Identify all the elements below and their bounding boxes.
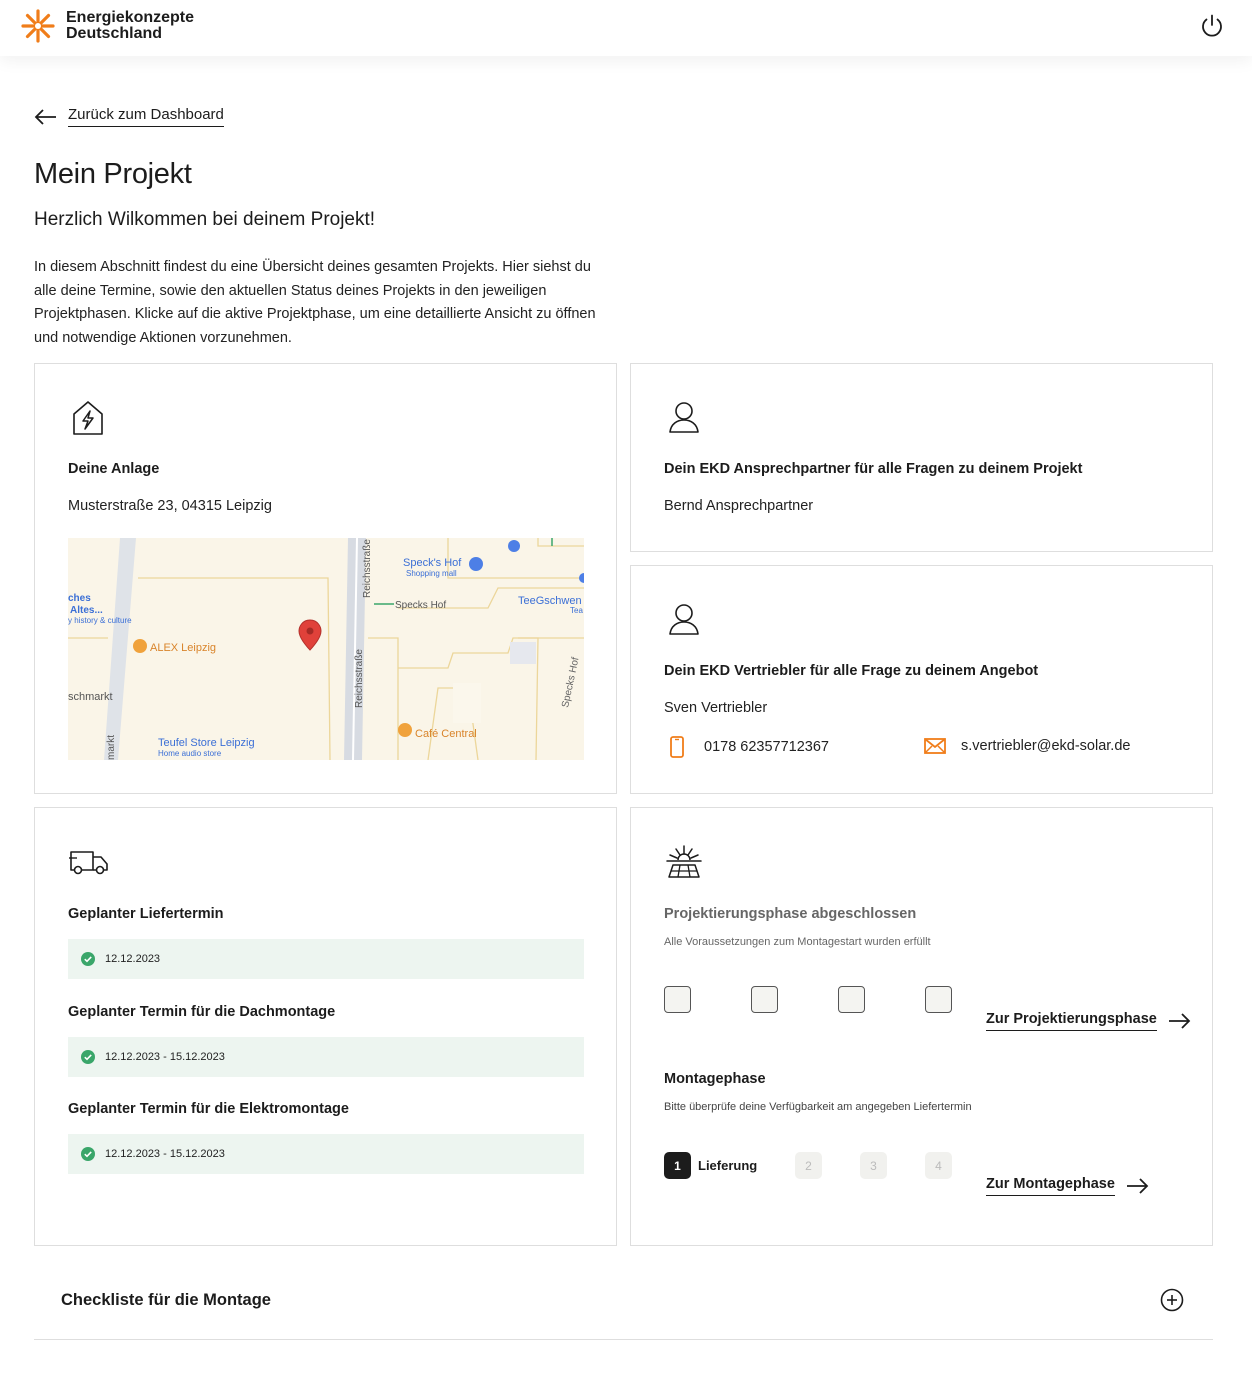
termine-card: [34, 807, 617, 1246]
map-label-markt: markt: [106, 735, 117, 760]
map-shopping-pin: [469, 557, 483, 571]
projektierung-step-box: [751, 986, 778, 1013]
anlage-address: Musterstraße 23, 04315 Leipzig: [68, 498, 272, 514]
arrow-right-icon: [1167, 1011, 1191, 1031]
dachmontage-date-row: [68, 1037, 584, 1077]
montage-subtitle: Bitte überprüfe deine Verfügbarkeit am angegeben Liefertermin: [664, 1101, 972, 1113]
power-icon[interactable]: [1198, 12, 1226, 40]
montage-step-1-label: Lieferung: [698, 1158, 758, 1173]
projektierung-step-box: [664, 986, 691, 1013]
map-label-specks-hof-vertical: Specks Hof: [560, 656, 582, 709]
map-label-cafe-central: Café Central: [415, 728, 477, 740]
map-label-reichsstrasse-bottom: Reichsstraße: [354, 649, 365, 708]
page-title: Mein Projekt: [34, 158, 192, 190]
map-restaurant-pin: [133, 639, 147, 653]
map-label-teufel: Teufel Store Leipzig: [158, 737, 255, 749]
montage-step-4: 4: [925, 1152, 952, 1179]
vertriebler-phone: 0178 62357712367: [704, 739, 829, 755]
ansprechpartner-name: Bernd Ansprechpartner: [664, 498, 814, 514]
plus-circle-icon[interactable]: [1160, 1288, 1184, 1312]
delivery-truck-icon: [69, 848, 109, 876]
map-shopping-pin-top: [508, 540, 520, 552]
vertriebler-email: s.vertriebler@ekd-solar.de: [961, 738, 1131, 754]
check-circle-icon: [81, 952, 95, 966]
back-link-label: Zurück zum Dashboard: [68, 106, 224, 127]
person-icon: [667, 400, 701, 434]
map-cafe-pin: [398, 723, 412, 737]
solar-panel-icon: [665, 844, 703, 880]
zur-montagephase-link[interactable]: [986, 1176, 1149, 1196]
montage-step-2: 2: [795, 1152, 822, 1179]
phasen-card: [630, 807, 1213, 1246]
ansprechpartner-title: Dein EKD Ansprechpartner für alle Fragen zu deinem Projekt: [664, 461, 1083, 477]
map-label-specks-hof: Speck's Hof: [403, 557, 462, 569]
projektierung-step-box: [838, 986, 865, 1013]
map-label-shopping-mall: Shopping mall: [406, 569, 457, 578]
elektromontage-date-row: [68, 1134, 584, 1174]
anlage-title: Deine Anlage: [68, 461, 160, 477]
zur-projektierungsphase-link[interactable]: [986, 1011, 1191, 1031]
vertriebler-name: Sven Vertriebler: [664, 700, 768, 716]
phone-icon: [668, 736, 686, 758]
vertriebler-card: [630, 565, 1213, 794]
dachmontage-date: 12.12.2023 - 15.12.2023: [105, 1051, 225, 1063]
liefertermin-date: 12.12.2023: [105, 953, 161, 965]
map-label-altes-1: ches: [68, 593, 91, 604]
montage-link-label: Zur Montagephase: [986, 1176, 1115, 1196]
checklist-label: Checkliste für die Montage: [61, 1291, 271, 1309]
map-label-specks-hof-street: Specks Hof: [395, 600, 447, 611]
check-circle-icon: [81, 1147, 95, 1161]
brand-name: [66, 10, 194, 42]
vertriebler-email-link[interactable]: [923, 736, 1130, 756]
vertriebler-phone-link[interactable]: [668, 736, 829, 758]
brand-logo[interactable]: [20, 8, 194, 44]
check-circle-icon: [81, 1050, 95, 1064]
liefertermin-title: Geplanter Liefertermin: [68, 906, 224, 922]
projektierung-link-label: Zur Projektierungsphase: [986, 1011, 1157, 1031]
map-label-tea: Tea: [570, 606, 583, 615]
anlage-card: [34, 363, 617, 794]
map-label-altes-2: Altes...: [70, 605, 103, 616]
mail-icon: [923, 736, 947, 756]
projektierung-subtitle: Alle Voraussetzungen zum Montagestart wurden erfüllt: [664, 936, 931, 948]
brand-line-2: Deutschland: [66, 25, 163, 42]
top-bar: [0, 0, 1252, 56]
arrow-right-icon: [1125, 1176, 1149, 1196]
map-label-home-audio: Home audio store: [158, 749, 222, 758]
map-label-history: y history & culture: [68, 616, 132, 625]
location-map[interactable]: [68, 538, 584, 760]
ansprechpartner-card: [630, 363, 1213, 552]
map-label-schmarkt: schmarkt: [68, 691, 113, 703]
elektromontage-title: Geplanter Termin für die Elektromontage: [68, 1101, 349, 1117]
elektromontage-date: 12.12.2023 - 15.12.2023: [105, 1148, 225, 1160]
map-label-reichsstrasse-top: Reichsstraße: [362, 539, 373, 598]
dachmontage-title: Geplanter Termin für die Dachmontage: [68, 1004, 336, 1020]
montage-step-3: 3: [860, 1152, 887, 1179]
person-icon: [667, 602, 701, 636]
checklist-accordion[interactable]: [34, 1276, 1213, 1340]
house-lightning-icon: [71, 400, 105, 436]
intro-text: In diesem Abschnitt findest du eine Übersicht deines gesamten Projekts. Hier siehst du alle deine Termine, sowie den aktuellen Status deines Projekts in den jeweiligen Projektphasen. Klicke auf die aktive Projektphase, um eine detaillierte Ansicht zu öffnen und notwendige Aktionen vorzunehmen.: [34, 259, 596, 346]
liefertermin-date-row: [68, 939, 584, 979]
map-label-teegschwendner: TeeGschwen: [518, 595, 582, 607]
montage-title: Montagephase: [664, 1071, 766, 1087]
projektierung-title: Projektierungsphase abgeschlossen: [664, 906, 917, 922]
montage-step-1[interactable]: 1: [664, 1152, 691, 1179]
sun-logo-icon: [20, 8, 56, 44]
projektierung-step-box: [925, 986, 952, 1013]
map-label-alex-leipzig: ALEX Leipzig: [150, 642, 217, 654]
page-subtitle: Herzlich Wilkommen bei deinem Projekt!: [34, 209, 376, 230]
vertriebler-title: Dein EKD Vertriebler für alle Frage zu deinem Angebot: [664, 663, 1039, 679]
brand-line-1: Energiekonzepte: [66, 9, 195, 26]
back-to-dashboard-link[interactable]: [34, 106, 224, 127]
arrow-left-icon: [34, 107, 58, 127]
